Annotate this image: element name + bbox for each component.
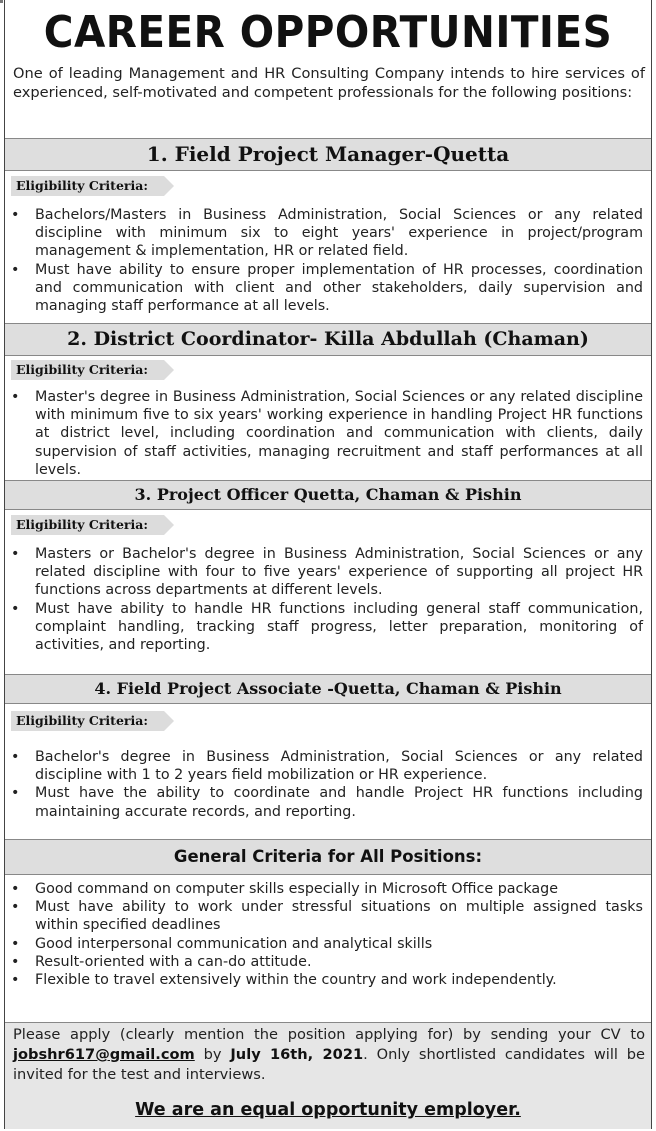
eligibility-label-4 [11, 711, 164, 731]
list-item [11, 261, 643, 316]
list-item [11, 953, 643, 971]
eligibility-label-text: Eligibility Criteria: [11, 360, 164, 380]
apply-text: Please apply (clearly mention the position applying for) by sending your CV to [13, 1026, 645, 1043]
list-item [11, 935, 643, 953]
position-1-bullets [11, 206, 643, 315]
general-criteria-heading: General Criteria for All Positions: [5, 839, 651, 875]
eligibility-label-3 [11, 515, 164, 535]
position-heading-2: 2. District Coordinator- Killa Abdullah (Chaman) [5, 323, 651, 356]
advertisement-page [4, 0, 652, 1129]
email-link[interactable]: jobshr617@gmail.com [13, 1046, 195, 1063]
equal-opportunity-statement: We are an equal opportunity employer. [135, 1100, 521, 1120]
bullet-text: Must have ability to ensure proper implementation of HR processes, coordination and communication with client and other stakeholders, daily supervision and managing staff performance at all levels. [35, 261, 643, 315]
bullet-icon: • [11, 899, 20, 916]
position-4-bullets [11, 748, 643, 821]
general-criteria-bullets [11, 880, 643, 989]
bullet-icon: • [11, 972, 20, 989]
bullet-text: Must have the ability to coordinate and handle Project HR functions including maintaining accurate records, and reporting. [35, 785, 643, 820]
bullet-icon: • [11, 600, 20, 617]
page-title: CAREER OPPORTUNITIES [43, 7, 613, 58]
bullet-text: Masters or Bachelor's degree in Business Administration, Social Sciences or any related discipline with four to five years' experience of supporting all project HR functions across departments at different levels. [35, 546, 643, 599]
bullet-text: Good interpersonal communication and analytical skills [35, 935, 433, 952]
eligibility-label-text: Eligibility Criteria: [11, 176, 164, 196]
bullet-icon: • [11, 261, 20, 278]
position-heading-3: 3. Project Officer Quetta, Chaman & Pishin [5, 480, 651, 510]
list-item [11, 600, 643, 655]
bullet-icon: • [11, 881, 20, 897]
position-2-bullets [11, 388, 643, 479]
bullet-text: Result-oriented with a can-do attitude. [35, 953, 312, 970]
bullet-text: Bachelors/Masters in Business Administration, Social Sciences or any related discipline with minimum six to eight years' experience in project/program management & implementation, HR or related field. [35, 207, 643, 260]
bullet-icon: • [11, 935, 20, 952]
bullet-text: Flexible to travel extensively within the country and work independently. [35, 972, 557, 989]
bullet-icon: • [11, 207, 20, 223]
position-heading-4: 4. Field Project Associate -Quetta, Chaman & Pishin [5, 674, 651, 704]
intro-text: One of leading Management and HR Consulting Company intends to hire services of experienced, self-motivated and competent professionals for the following positions: [13, 65, 645, 101]
list-item [11, 545, 643, 600]
list-item [11, 880, 643, 898]
apply-after-text: . Only shortlisted candidates will be invited for the test and interviews. [13, 1046, 646, 1083]
bullet-text: Bachelor's degree in Business Administration, Social Sciences or any related discipline with 1 to 2 years field mobilization or HR experience. [35, 749, 643, 784]
deadline-date: July 16th, 2021 [230, 1046, 364, 1063]
bullet-text: Good command on computer skills especially in Microsoft Office package [35, 881, 559, 897]
list-item [11, 898, 643, 934]
position-3-bullets [11, 545, 643, 654]
apply-instructions [13, 1025, 645, 1085]
list-item [11, 206, 643, 261]
bullet-icon: • [11, 546, 20, 562]
eligibility-label-2 [11, 360, 164, 380]
bullet-text: Must have ability to handle HR functions including general staff communication, complaint handling, tracking staff progress, letter preparation, monitoring of activities, and reporting. [35, 600, 643, 654]
list-item [11, 784, 643, 820]
eligibility-label-text: Eligibility Criteria: [11, 515, 164, 535]
bullet-text: Master's degree in Business Administration, Social Sciences or any related discipline with minimum five to six years' working experience in handling Project HR functions at district level, including coordination and communication with clients, daily supervision of staff activities, managing recruitment and staff performances at all levels. [35, 389, 643, 478]
apply-by-text: by [203, 1046, 222, 1063]
list-item [11, 971, 643, 989]
bullet-icon: • [11, 749, 20, 765]
list-item [11, 748, 643, 784]
bullet-icon: • [11, 953, 20, 970]
bullet-icon: • [11, 785, 20, 802]
eligibility-label-text: Eligibility Criteria: [11, 711, 164, 731]
list-item [11, 388, 643, 479]
position-heading-1: 1. Field Project Manager-Quetta [5, 138, 651, 171]
bullet-icon: • [11, 389, 20, 405]
eligibility-label-1 [11, 176, 164, 196]
bullet-text: Must have ability to work under stressful situations on multiple assigned tasks within specified deadlines [35, 899, 643, 934]
